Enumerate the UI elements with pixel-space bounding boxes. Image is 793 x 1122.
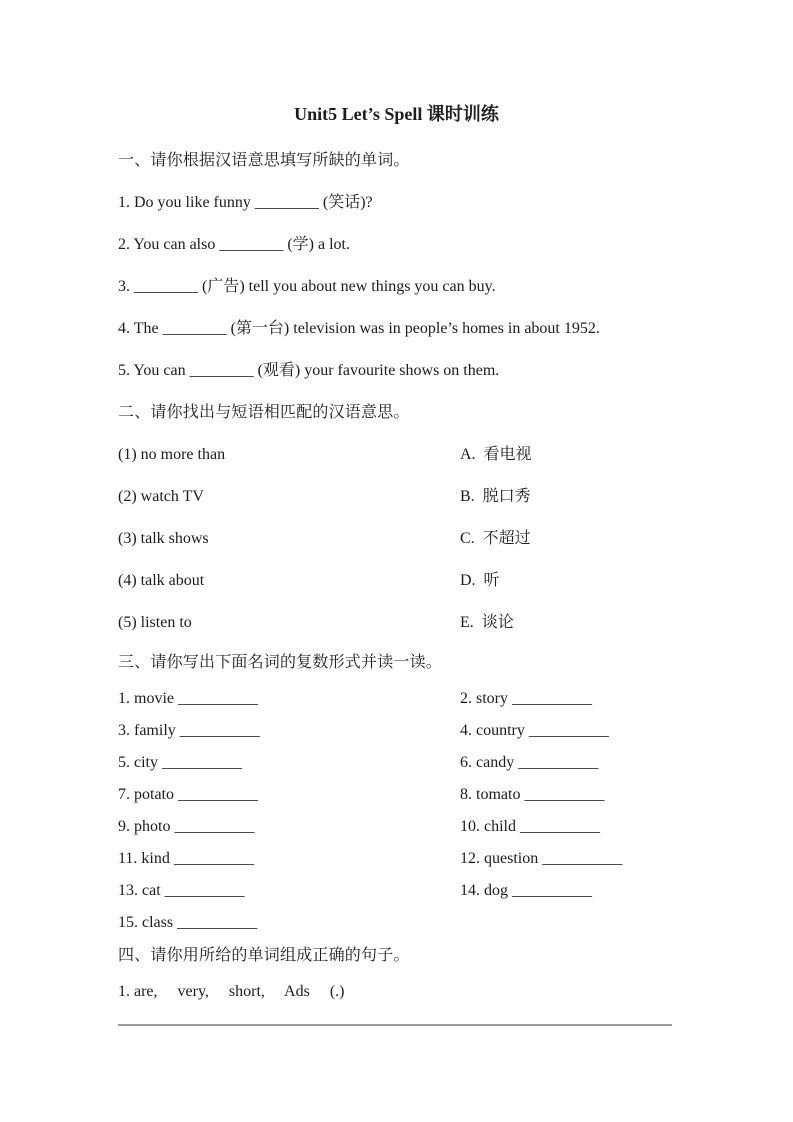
match-row-5 (118, 613, 793, 633)
fill-blank-item-3: 3. ________ (广告) tell you about new things you can buy. (118, 278, 496, 295)
match-row-2 (118, 487, 793, 507)
plural-item-15: 15. class __________ (118, 914, 258, 931)
fill-blank-item-4: 4. The ________ (第一台) television was in people’s homes in about 1952. (118, 320, 600, 337)
plural-item-3: 3. family __________ (118, 722, 260, 739)
match-row-4 (118, 571, 793, 591)
plural-item-14: 14. dog __________ (460, 882, 592, 899)
fill-blank-item-5: 5. You can ________ (观看) your favourite shows on them. (118, 362, 500, 379)
match-phrase-2: (2) watch TV (118, 488, 204, 505)
plural-row-6 (118, 849, 793, 869)
fill-blank-item-1: 1. Do you like funny ________ (笑话)? (118, 194, 373, 211)
plural-item-5: 5. city __________ (118, 754, 242, 771)
plural-item-1: 1. movie __________ (118, 690, 258, 707)
match-phrase-4: (4) talk about (118, 572, 205, 589)
plural-row-4 (118, 785, 793, 805)
match-option-d: D. 听 (460, 572, 500, 589)
page-title: Unit5 Let’s Spell 课时训练 (294, 104, 499, 124)
plural-row-7 (118, 881, 793, 901)
fill-blank-item-2: 2. You can also ________ (学) a lot. (118, 236, 350, 253)
plural-item-9: 9. photo __________ (118, 818, 255, 835)
plural-item-8: 8. tomato __________ (460, 786, 605, 803)
match-phrase-3: (3) talk shows (118, 530, 209, 547)
plural-item-11: 11. kind __________ (118, 850, 254, 867)
section2-heading: 二、请你找出与短语相匹配的汉语意思。 (118, 404, 410, 421)
plural-item-13: 13. cat __________ (118, 882, 245, 899)
match-phrase-1: (1) no more than (118, 446, 226, 463)
plural-row-3 (118, 753, 793, 773)
section1-heading: 一、请你根据汉语意思填写所缺的单词。 (118, 152, 410, 169)
plural-row-5 (118, 817, 793, 837)
plural-item-6: 6. candy __________ (460, 754, 599, 771)
match-row-1 (118, 445, 793, 465)
match-option-a: A. 看电视 (460, 446, 532, 463)
match-row-3 (118, 529, 793, 549)
plural-row-2 (118, 721, 793, 741)
match-option-e: E. 谈论 (460, 614, 514, 631)
plural-item-2: 2. story __________ (460, 690, 592, 707)
plural-row-1 (118, 689, 793, 709)
plural-row-8 (118, 913, 793, 933)
match-phrase-5: (5) listen to (118, 614, 192, 631)
section3-heading: 三、请你写出下面名词的复数形式并读一读。 (118, 654, 443, 671)
section4-heading: 四、请你用所给的单词组成正确的句子。 (118, 947, 410, 964)
plural-row-8-empty (460, 913, 793, 933)
answer-blank-line (118, 1024, 672, 1026)
plural-item-4: 4. country __________ (460, 722, 609, 739)
sentence-words-item-1: 1. are, very, short, Ads (.) (118, 983, 345, 1000)
match-option-c: C. 不超过 (460, 530, 531, 547)
plural-item-10: 10. child __________ (460, 818, 600, 835)
plural-item-7: 7. potato __________ (118, 786, 258, 803)
match-option-b: B. 脱口秀 (460, 488, 531, 505)
plural-item-12: 12. question __________ (460, 850, 623, 867)
